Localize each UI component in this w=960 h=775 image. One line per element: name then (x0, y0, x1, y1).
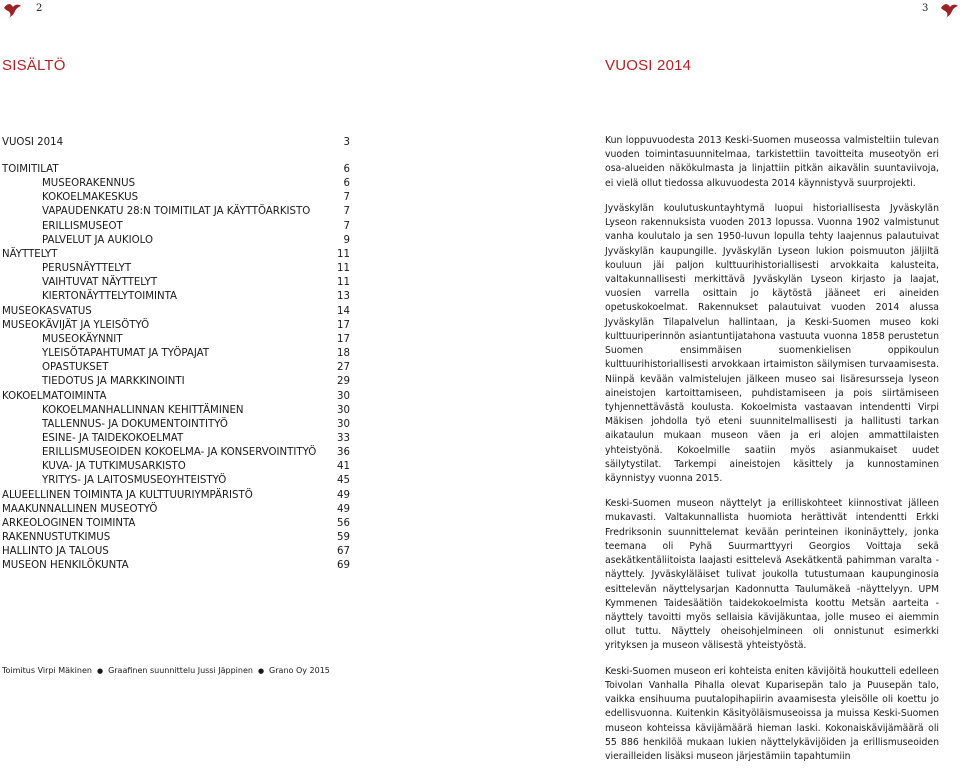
toc-entry (2, 559, 350, 573)
bird-logo-icon (2, 2, 22, 18)
toc-entry (2, 319, 350, 333)
toc-entry (2, 545, 350, 559)
bird-logo-icon (939, 2, 959, 18)
toc-entry-label: MUSEOKÄYNNIT (42, 333, 123, 345)
toc-entry-page: 59 (337, 532, 350, 544)
toc-entry-label: VUOSI 2014 (2, 137, 64, 148)
toc-entry-label: VAIHTUVAT NÄYTTELYT (42, 277, 158, 289)
toc-entry-label: YLEISÖTAPAHTUMAT JA TYÖPAJAT (42, 348, 210, 360)
toc-entry (2, 163, 350, 177)
toc-entry (2, 361, 350, 375)
left-page (0, 0, 480, 677)
page-title: SISÄLTÖ (2, 57, 66, 74)
toc-entry-page: 67 (337, 546, 350, 558)
toc-entry-label: OPASTUKSET (42, 362, 109, 374)
toc-entry (2, 404, 350, 418)
toc-entry-page: 18 (337, 348, 350, 360)
toc-entry (2, 390, 350, 404)
toc-entry (2, 503, 350, 517)
footer-designer: Graafinen suunnittelu Jussi Jäppinen (108, 666, 253, 675)
toc-entry-label: PALVELUT JA AUKIOLO (42, 234, 153, 246)
toc-entry-label: HALLINTO JA TALOUS (2, 546, 109, 558)
toc-entry (2, 276, 350, 290)
toc-entry-label: ARKEOLOGINEN TOIMINTA (2, 517, 136, 529)
toc-entry-page: 6 (343, 178, 350, 190)
paragraph: Kun loppuvuodesta 2013 Keski-Suomen museossa valmisteltiin tulevan vuoden toimintasuunnitelmaa, tarkistettiin tavoitteita museotyön eri osa-alueiden näkökulmasta ja linjattiin pitkän aikavälin suuntaviivoja, ei vielä ollut tiedossa alkuvuodesta 2014 käynnistyvä suurprojekti. (605, 135, 939, 189)
toc-entry-page: 30 (337, 390, 350, 402)
paragraph: Jyväskylän koulutuskuntayhtymä luopui historiallisesta Jyväskylän Lyseon rakennuksista vuoden 2013 lopussa. Vuonna 1902 valmistunut vanha koulutalo ja sen 1950-luvun lopulla tehty laajennus palautuivat Jyväskylän kaupungille. Jyväskylän Lyseon lukion poismuuton jäljiltä kouluun jäi paljon kulttuurihistoriallisesti arvokkaita kalusteita, valtakunnallisesti merkittävä Jyväskylän Lyseon kirjasto ja laajat, vuosien varrella osittain jo käytöstä jääneet eri aineiden opetuskokoelmat. Rakennukset palautuivat vuoden 2014 alussa Jyväskylän Tilapalvelun hallintaan, ja Keski-Suomen museo koki kulttuuriperinnön asiantuntijatahona vastuuta vuonna 1858 perustetun Suomen ensimmäisen suomenkielisen oppikoulun kulttuurihistoriallisesti arvokkaan irtaimiston säilymisen turvaamisesta. Niinpä kevään valmistelujen jälkeen museo sai lisäresursseja lyseon aineistojen kartoittamiseen, puhdistamiseen ja pois siirtämiseen tyhjennettävästä koulusta. Kokoelmista vastaavan intendentti Virpi Mäkisen johdolla työ eteni suunnitelmallisesti ja hallitusti tarkan aikataulun mukaan museon väen ja eri alojen ammattilaisten yhteistyönä. Kokoelmille saatiin myös asianmukaiset uudet säilytystilat. Tarkempi aineistojen käsittely ja kunnostaminen käynnistyy vuonna 2015. (605, 202, 939, 485)
toc-entry-label: ALUEELLINEN TOIMINTA JA KULTTUURIYMPÄRISTÖ (2, 489, 253, 501)
toc-entry-page: 49 (337, 489, 350, 501)
toc-entry-label: MUSEOKASVATUS (2, 305, 92, 317)
page-number: 2 (36, 3, 43, 14)
toc-entry-label: KIERTONÄYTTELYTOIMINTA (42, 291, 178, 303)
toc-entry-page: 30 (337, 418, 350, 430)
toc-entry (2, 375, 350, 389)
toc-entry-page: 29 (337, 376, 350, 388)
toc-entry-page: 9 (343, 234, 350, 246)
toc-entry-page: 7 (343, 220, 350, 232)
toc-entry-label: TIEDOTUS JA MARKKINOINTI (42, 376, 185, 388)
toc-entry (2, 205, 350, 219)
footer-editor: Toimitus Virpi Mäkinen (2, 666, 92, 675)
toc-entry-label: NÄYTTELYT (2, 248, 58, 260)
toc-entry (2, 136, 350, 163)
toc-entry-label: YRITYS- JA LAITOSMUSEOYHTEISTYÖ (42, 475, 227, 487)
toc-entry-page: 17 (337, 319, 350, 331)
toc-entry-page: 11 (337, 277, 350, 289)
footer-separator: ● (257, 667, 265, 675)
toc-entry-label: TOIMITILAT (2, 164, 59, 175)
right-page (480, 0, 960, 762)
toc-entry-page: 7 (343, 206, 350, 218)
toc-entry-page: 56 (337, 517, 350, 529)
toc-entry (2, 234, 350, 248)
toc-entry-label: ERILLISMUSEOIDEN KOKOELMA- JA KONSERVOINTITYÖ (42, 447, 317, 459)
footer-printer: Grano Oy 2015 (269, 666, 330, 675)
toc-entry-page: 41 (337, 461, 350, 473)
toc-entry-label: MAAKUNNALLINEN MUSEOTYÖ (2, 503, 158, 515)
toc-entry (2, 191, 350, 205)
toc-entry (2, 220, 350, 234)
toc-entry-label: VAPAUDENKATU 28:N TOIMITILAT JA KÄYTTÖARKISTO (42, 206, 311, 218)
toc-entry-label: KOKOELMATOIMINTA (2, 390, 107, 402)
toc-entry-label: MUSEON HENKILÖKUNTA (2, 560, 129, 572)
toc-entry-page: 33 (337, 432, 350, 444)
toc-entry-label: PERUSNÄYTTELYT (42, 263, 132, 275)
page-title: VUOSI 2014 (605, 57, 692, 74)
body-text (605, 134, 939, 775)
toc-entry (2, 531, 350, 545)
toc-entry-page: 3 (343, 137, 350, 148)
paragraph: Keski-Suomen museon näyttelyt ja erilliskohteet kiinnostivat jälleen mukavasti. Valtakunnallista huomiota herättivät intendentti Erkki Fredriksonin suunnittelemat kevään perinteinen ikoninäyttely, jonka teemana oli Pyhä Suurmarttyyri Georgios Voittaja sekä asekätkentäliitoista laajasti esittelevä Asekätkentä pahimman varalta -näyttely. Jyväskyläläiset tulivat joukolla tutustumaan kaupunginosia esittelevän näyttelysarjan Kadonnutta Taulumäkeä -näyttelyyn. UPM Kymmenen Taidesäätiön taidekokoelmista koottu Metsän aarteita -näyttely tavoitti myös sellaisia kävijäkuntaa, jolle museo ei aiemmin ollut tuttu. Näyttely oheisohjelmineen oli onnistunut esimerkki yrityksen ja museon välisestä yhteistyöstä. (605, 498, 939, 652)
toc-entry-label: RAKENNUSTUTKIMUS (2, 532, 111, 544)
toc-entry (2, 333, 350, 347)
toc-entry-page: 36 (337, 447, 350, 459)
toc-entry-page: 49 (337, 503, 350, 515)
toc-entry (2, 446, 350, 460)
toc-entry-page: 11 (337, 263, 350, 275)
toc-entry-page: 6 (343, 164, 350, 175)
page-number: 3 (922, 3, 929, 14)
toc-entry (2, 347, 350, 361)
toc-entry-page: 45 (337, 475, 350, 487)
paragraph: Keski-Suomen museon eri kohteista eniten kävijöitä houkutteli edelleen Toivolan Vanhalla Pihalla olevat Kuparisepän talo ja Puusepän talo, vaikka ensihuuma puutalopihapiirin avaamisesta yleisölle oli koettu jo edellisvuonna. Kuitenkin Käsityöläismuseoissa ja muissa Keski-Suomen museon kohteissa kävijämäärä hieman laski. Kokonaiskävijämäärä oli 55 886 henkilöä mukaan lukien näyttelykävijöiden ja erillismuseoiden vierailleiden lisäksi museon järjestämiin tapahtumiin (605, 665, 939, 762)
toc-entry-label: MUSEOKÄVIJÄT JA YLEISÖTYÖ (2, 319, 150, 331)
toc-entry (2, 290, 350, 304)
toc-entry-page: 27 (337, 362, 350, 374)
toc-entry-page: 7 (343, 192, 350, 204)
toc-entry-page: 14 (337, 305, 350, 317)
footer-separator: ● (96, 667, 104, 675)
toc-entry (2, 489, 350, 503)
toc-entry-page: 30 (337, 404, 350, 416)
toc-entry (2, 262, 350, 276)
toc-entry (2, 474, 350, 488)
colophon (2, 666, 330, 675)
toc-entry-page: 17 (337, 333, 350, 345)
table-of-contents (2, 136, 350, 574)
toc-entry-label: KOKOELMANHALLINNAN KEHITTÄMINEN (42, 404, 244, 416)
toc-entry-label: ESINE- JA TAIDEKOKOELMAT (42, 432, 184, 444)
toc-entry (2, 460, 350, 474)
toc-entry (2, 177, 350, 191)
toc-entry-label: KUVA- JA TUTKIMUSARKISTO (42, 461, 186, 473)
toc-entry-label: MUSEORAKENNUS (42, 178, 136, 190)
toc-entry-page: 13 (337, 291, 350, 303)
toc-entry-page: 11 (337, 248, 350, 260)
toc-entry-page: 69 (337, 560, 350, 572)
toc-entry (2, 432, 350, 446)
toc-entry (2, 517, 350, 531)
toc-entry (2, 305, 350, 319)
toc-entry (2, 248, 350, 262)
toc-entry-label: TALLENNUS- JA DOKUMENTOINTITYÖ (42, 418, 228, 430)
toc-entry-label: ERILLISMUSEOT (42, 220, 123, 232)
toc-entry (2, 418, 350, 432)
toc-entry-label: KOKOELMAKESKUS (42, 192, 139, 204)
